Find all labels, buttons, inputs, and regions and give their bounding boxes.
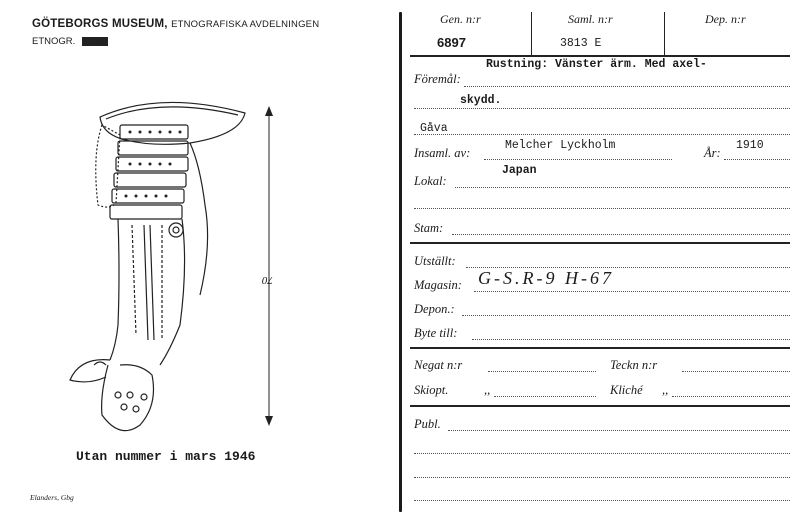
department-name: ETNOGRAFISKA AVDELNINGEN <box>171 19 320 30</box>
etnogr-struck-number: 10760 <box>83 37 107 46</box>
skiopt-line <box>494 396 596 397</box>
gen-value: 6897 <box>437 35 466 50</box>
magasin-line <box>474 291 790 292</box>
ar-label: År: <box>704 146 721 160</box>
skiopt-label: Skiopt. <box>414 383 449 397</box>
foremal-value-line1: Rustning: Vänster ärm. Med axel- <box>486 58 707 71</box>
stam-line <box>452 234 790 235</box>
foremal-line <box>414 108 790 109</box>
insaml-value: Melcher Lyckholm <box>505 139 616 152</box>
dimension-label: 70 <box>262 274 273 286</box>
foremal-line <box>464 86 790 87</box>
negat-line <box>488 371 596 372</box>
section-rule <box>410 242 790 244</box>
museum-header <box>32 18 319 30</box>
depon-line <box>462 315 790 316</box>
gava-value: Gåva <box>420 122 448 135</box>
magasin-value: G-S.R-9 H-67 <box>478 268 614 288</box>
header-rule <box>410 55 790 57</box>
ar-value: 1910 <box>736 139 764 152</box>
publ-label: Publ. <box>414 417 441 431</box>
section-rule <box>410 405 790 407</box>
insaml-line <box>484 159 672 160</box>
card-separator <box>399 12 402 512</box>
museum-name: GÖTEBORGS MUSEUM, <box>32 18 168 30</box>
lokal-line <box>414 208 790 209</box>
byte-line <box>472 339 790 340</box>
lokal-label: Lokal: <box>414 174 447 188</box>
etnogr-label: ETNOGR. <box>32 36 76 47</box>
dep-label: Dep. n:r <box>705 12 746 26</box>
negat-label: Negat n:r <box>414 358 463 372</box>
printer-mark: Elanders, Gbg <box>30 493 74 502</box>
lokal-value: Japan <box>502 164 537 177</box>
header-divider <box>531 12 532 56</box>
publ-line <box>448 430 790 431</box>
byte-label: Byte till: <box>414 326 458 340</box>
skiopt-ditto: ,, <box>484 383 491 397</box>
dimension-arrow <box>262 106 276 426</box>
teckn-label: Teckn n:r <box>610 358 658 372</box>
saml-value: 3813 E <box>560 37 602 50</box>
header-divider <box>664 12 665 56</box>
depon-label: Depon.: <box>414 302 455 316</box>
publ-line <box>414 453 790 454</box>
kliche-line <box>672 396 790 397</box>
saml-label: Saml. n:r <box>568 12 613 26</box>
armor-sleeve-drawing <box>40 95 250 445</box>
foremal-value-line2: skydd. <box>460 94 502 107</box>
publ-line <box>414 477 790 478</box>
teckn-line <box>682 371 790 372</box>
etnogr-line <box>32 36 108 47</box>
publ-line <box>414 500 790 501</box>
stam-label: Stam: <box>414 221 444 235</box>
insaml-label: Insaml. av: <box>414 146 471 160</box>
kliche-label: Kliché <box>610 383 643 397</box>
foremal-line <box>414 134 790 135</box>
utstallt-label: Utställt: <box>414 254 456 268</box>
foremal-label: Föremål: <box>414 72 461 86</box>
ar-line <box>724 159 790 160</box>
lokal-line <box>455 187 790 188</box>
caption: Utan nummer i mars 1946 <box>76 449 256 464</box>
gen-label: Gen. n:r <box>440 12 481 26</box>
magasin-label: Magasin: <box>414 278 462 292</box>
section-rule <box>410 347 790 349</box>
kliche-ditto: ,, <box>662 383 669 397</box>
